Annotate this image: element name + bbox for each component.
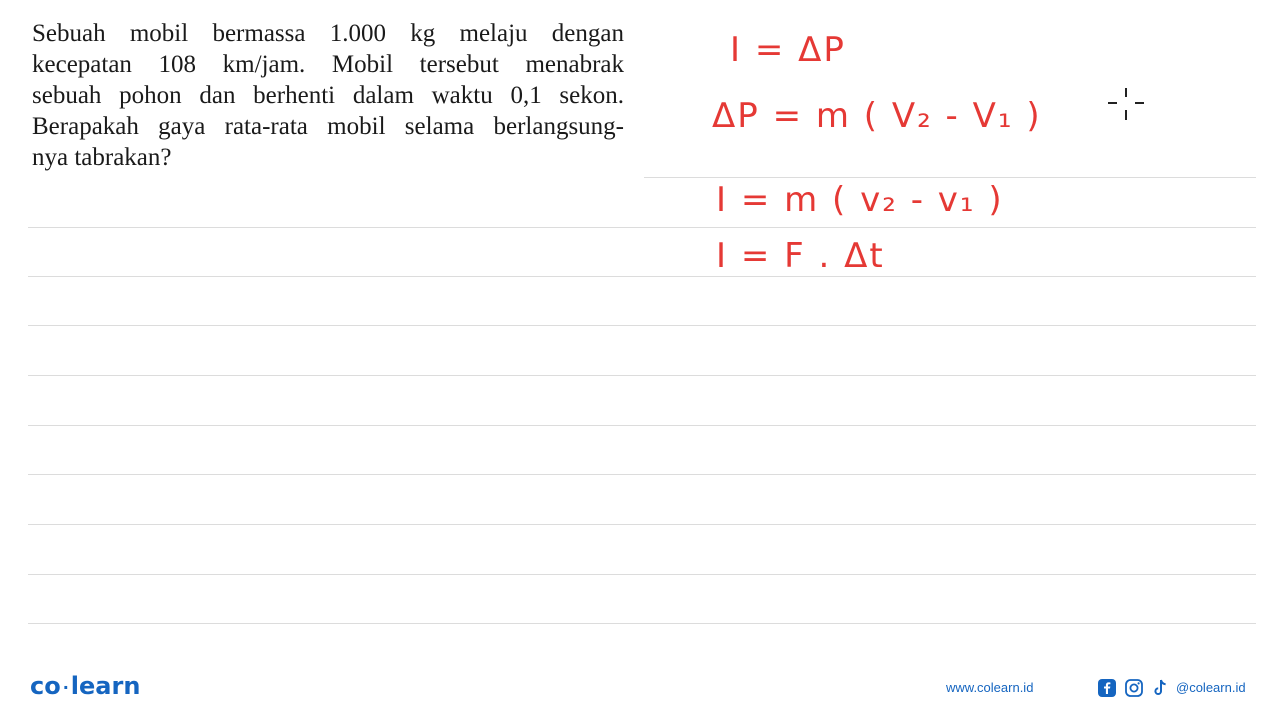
ruled-line <box>28 375 1256 376</box>
crosshair-cursor-icon <box>1106 86 1146 124</box>
logo-text-learn: learn <box>70 672 141 700</box>
question-line: Berapakah gaya rata-rata mobil selama berlangsung- <box>32 113 624 140</box>
question-line: sebuah pohon dan berhenti dalam waktu 0,1 sekon. <box>32 82 624 109</box>
ruled-line <box>28 227 1256 228</box>
tiktok-icon[interactable] <box>1150 678 1170 698</box>
logo-text-co: co <box>30 672 61 700</box>
handwritten-line-momentum-change: ΔP = m ( V₂ - V₁ ) <box>712 96 1042 136</box>
question-line: kecepatan 108 km/jam. Mobil tersebut menabrak <box>32 51 624 78</box>
colearn-logo <box>30 672 140 700</box>
ruled-line <box>28 623 1256 624</box>
facebook-icon[interactable] <box>1097 678 1117 698</box>
question-line: Sebuah mobil bermassa 1.000 kg melaju dengan <box>32 20 624 47</box>
ruled-line <box>28 325 1256 326</box>
ruled-line <box>28 574 1256 575</box>
ruled-line <box>28 425 1256 426</box>
ruled-line <box>28 524 1256 525</box>
website-link[interactable]: www.colearn.id <box>946 680 1034 695</box>
ruled-line <box>644 177 1256 178</box>
question-line: nya tabrakan? <box>32 144 172 171</box>
ruled-line <box>28 276 1256 277</box>
handwritten-line-impulse-force: I = F . Δt <box>716 236 885 276</box>
social-handle[interactable]: @colearn.id <box>1176 680 1246 695</box>
ruled-line <box>28 474 1256 475</box>
logo-dot-icon: · <box>62 677 69 697</box>
instagram-icon[interactable] <box>1124 678 1144 698</box>
handwritten-line-impulse: I = ΔP <box>730 30 846 70</box>
question-text <box>32 18 624 173</box>
handwritten-line-impulse-mass: I = m ( v₂ - v₁ ) <box>716 180 1004 220</box>
